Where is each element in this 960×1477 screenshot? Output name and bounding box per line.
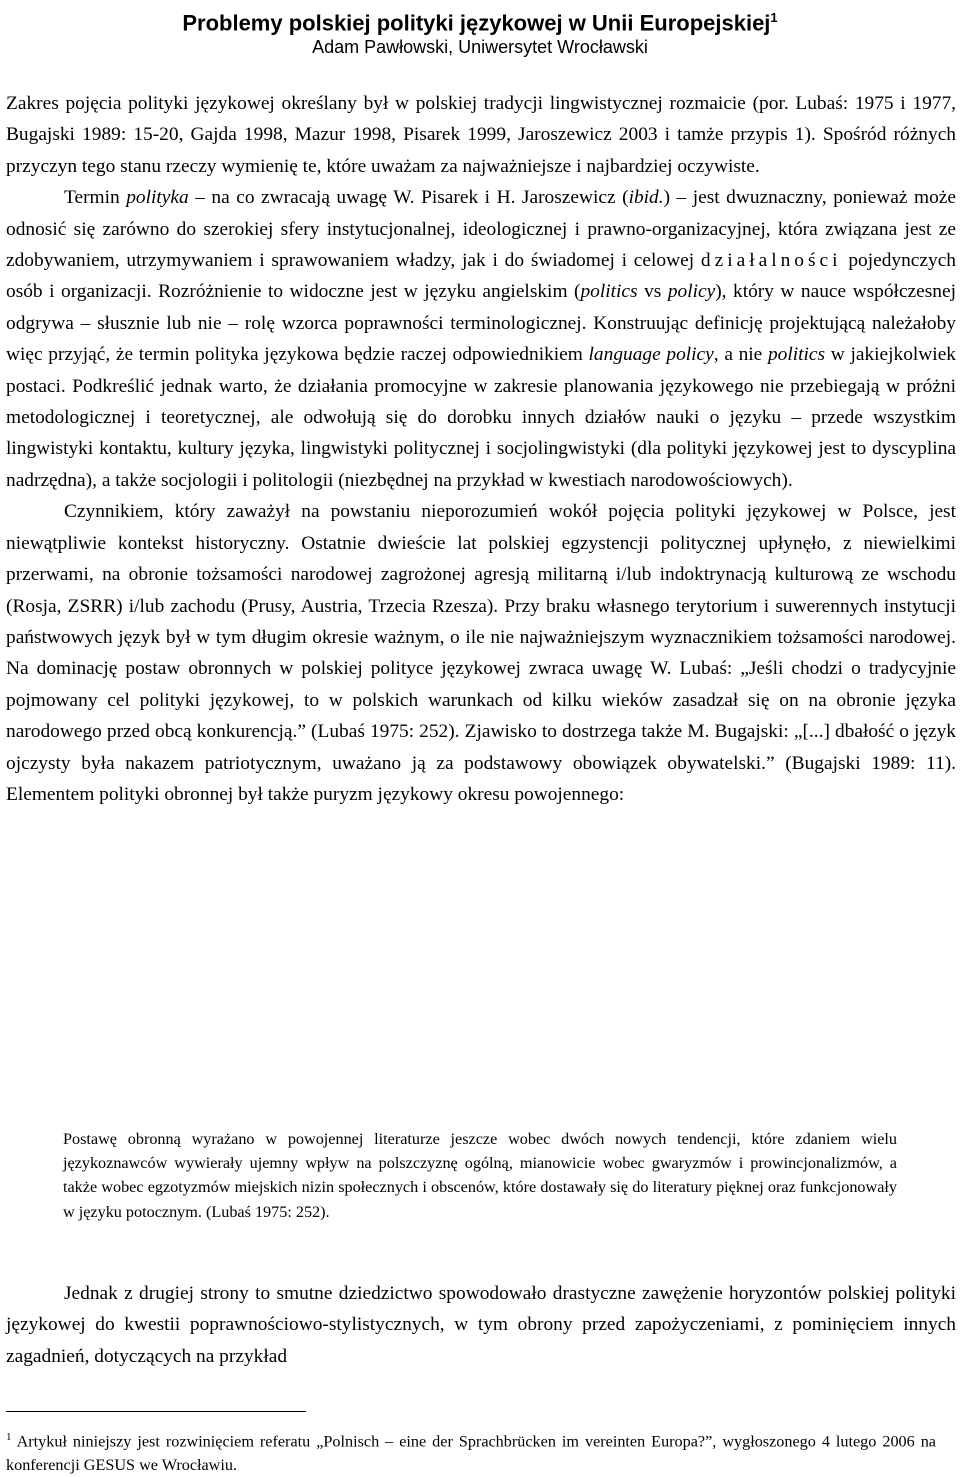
italic-term: polityka <box>126 187 189 209</box>
text-run: – na co zwracają uwagę W. Pisarek i H. Jaroszewicz ( <box>188 187 629 209</box>
paragraph-4: Jednak z drugiej strony to smutne dziedzictwo spowodowało drastyczne zawężenie horyzontów polskiej polityki językowej do kwestii poprawnościowo-stylistycznych, w tym obrony przed zapożyczeniami, z pominięciem innych zagadnień, dotyczących na przykład <box>6 1283 956 1367</box>
italic-term: politics <box>580 281 638 303</box>
paragraph-2 <box>6 182 956 496</box>
text-run: pojedynczych osób i organizacji. Rozróżnienie to widoczne jest w języku angielskim ( <box>6 250 956 303</box>
author-line: Adam Pawłowski, Uniwersytet Wrocławski <box>312 37 648 58</box>
italic-term: policy <box>667 281 716 303</box>
body-text-continued <box>6 1278 956 1372</box>
title-text: Problemy polskiej polityki językowej w Unii Europejskiej <box>182 10 771 36</box>
text-run: vs <box>637 281 668 303</box>
header <box>0 0 960 58</box>
paragraph-1: Zakres pojęcia polityki językowej określany był w polskiej tradycji lingwistycznej rozmaicie (por. Lubaś: 1975 i 1977, Bugajski 1989: 15-20, Gajda 1998, Mazur 1998, Pisarek 1999, Jaroszewicz 2003 i tamże przypis 1). Spośród różnych przyczyn tego stanu rzeczy wymienię te, które uważam za najważniejsze i najbardziej oczywiste. <box>6 93 956 177</box>
text-run: ), który w nauce współczesnej odgrywa – słusznie lub nie – rolę wzorca poprawności terminologicznej. Konstruując definicję projektującą należałoby więc przyjąć, że termin polityka językowa będzie raczej odpowiednikiem <box>6 281 956 366</box>
italic-term: politics <box>767 344 826 366</box>
text-run: Termin <box>64 187 127 209</box>
footnote <box>6 1425 936 1477</box>
body-text <box>6 88 956 810</box>
italic-term: language policy <box>588 344 714 366</box>
block-quote: Postawę obronną wyrażano w powojennej literaturze jeszcze wobec dwóch nowych tendencji, które zdaniem wielu językoznawców wywierały ujemny wpływ na polszczyznę ogólną, mianowicie wobec gwaryzmów i prowincjonalizmów, a także wobec egzotyzmów miejskich nizin społecznych i obscenów, które dostawały się do literatury pięknej oraz funkcjonowały w języku potocznym. (Lubaś 1975: 252). <box>63 1130 897 1221</box>
page-title <box>0 4 960 36</box>
spaced-term: działalności <box>700 250 842 272</box>
footnote-ref[interactable]: 1 <box>770 10 778 25</box>
italic-term: ibid. <box>628 187 664 209</box>
text-run: ) – jest dwuznaczny, ponieważ może odnosić się zarówno do szerokiej sfery instytucjonalnej, ideologicznej i prawno-organizacyjnej, która związana jest ze zdobywaniem, utrzymywaniem i sprawowaniem władzy, jak i do świadomej i celowej <box>6 187 956 272</box>
footnote-divider <box>6 1411 306 1412</box>
footnote-text: Artykuł niniejszy jest rozwinięciem referatu „Polnisch – eine der Sprachbrücken im vereinten Europa?”, wygłoszonego 4 lutego 2006 na konferencji GESUS we Wrocławiu. <box>6 1432 936 1475</box>
text-run: w jakiejkolwiek postaci. Podkreślić jednak warto, że działania promocyjne w zakresie planowania językowego nie przebiegają w próżni metodologicznej i teoretycznej, ale odwołują się do dorobku innych działów nauki o języku – przede wszystkim lingwistyki kontaktu, kultury języka, lingwistyki politycznej i socjolingwistyki (dla polityki językowej jest to dyscyplina nadrzędna), a także socjologii i politologii (niezbędnej na przykład w kwestiach narodowościowych). <box>6 344 956 491</box>
text-run: , a nie <box>713 344 768 366</box>
paragraph-3: Czynnikiem, który zaważył na powstaniu nieporozumień wokół pojęcia polityki językowej w Polsce, jest niewątpliwie kontekst historyczny. Ostatnie dwieście lat polskiej egzystencji politycznej upłynęło, z niewielkimi przerwami, na obronie tożsamości narodowej zagrożonej agresją militarną i/lub indoktrynacją kulturową ze wschodu (Rosja, ZSRR) i/lub zachodu (Prusy, Austria, Trzecia Rzesza). Przy braku własnego terytorium i suwerennych instytucji państwowych język był w tym długim okresie ważnym, o ile nie najważniejszym wyznacznikiem tożsamości narodowej. Na dominację postaw obronnych w polskiej polityce językowej zwraca uwagę W. Lubaś: „Jeśli chodzi o tradycyjnie pojmowany cel polityki językowej, to w polskich warunkach od kilku wieków zasadzał się on na obronie języka narodowego przed obcą konkurencją.” (Lubaś 1975: 252). Zjawisko to dostrzega także M. Bugajski: „[...] dbałość o język ojczysty była nakazem patriotycznym, uważano ją za podstawowy obowiązek obywatelski.” (Bugajski 1989: 11). Elementem polityki obronnej był także puryzm językowy okresu powojennego: <box>6 501 956 805</box>
footnote-mark: 1 <box>6 1431 12 1443</box>
